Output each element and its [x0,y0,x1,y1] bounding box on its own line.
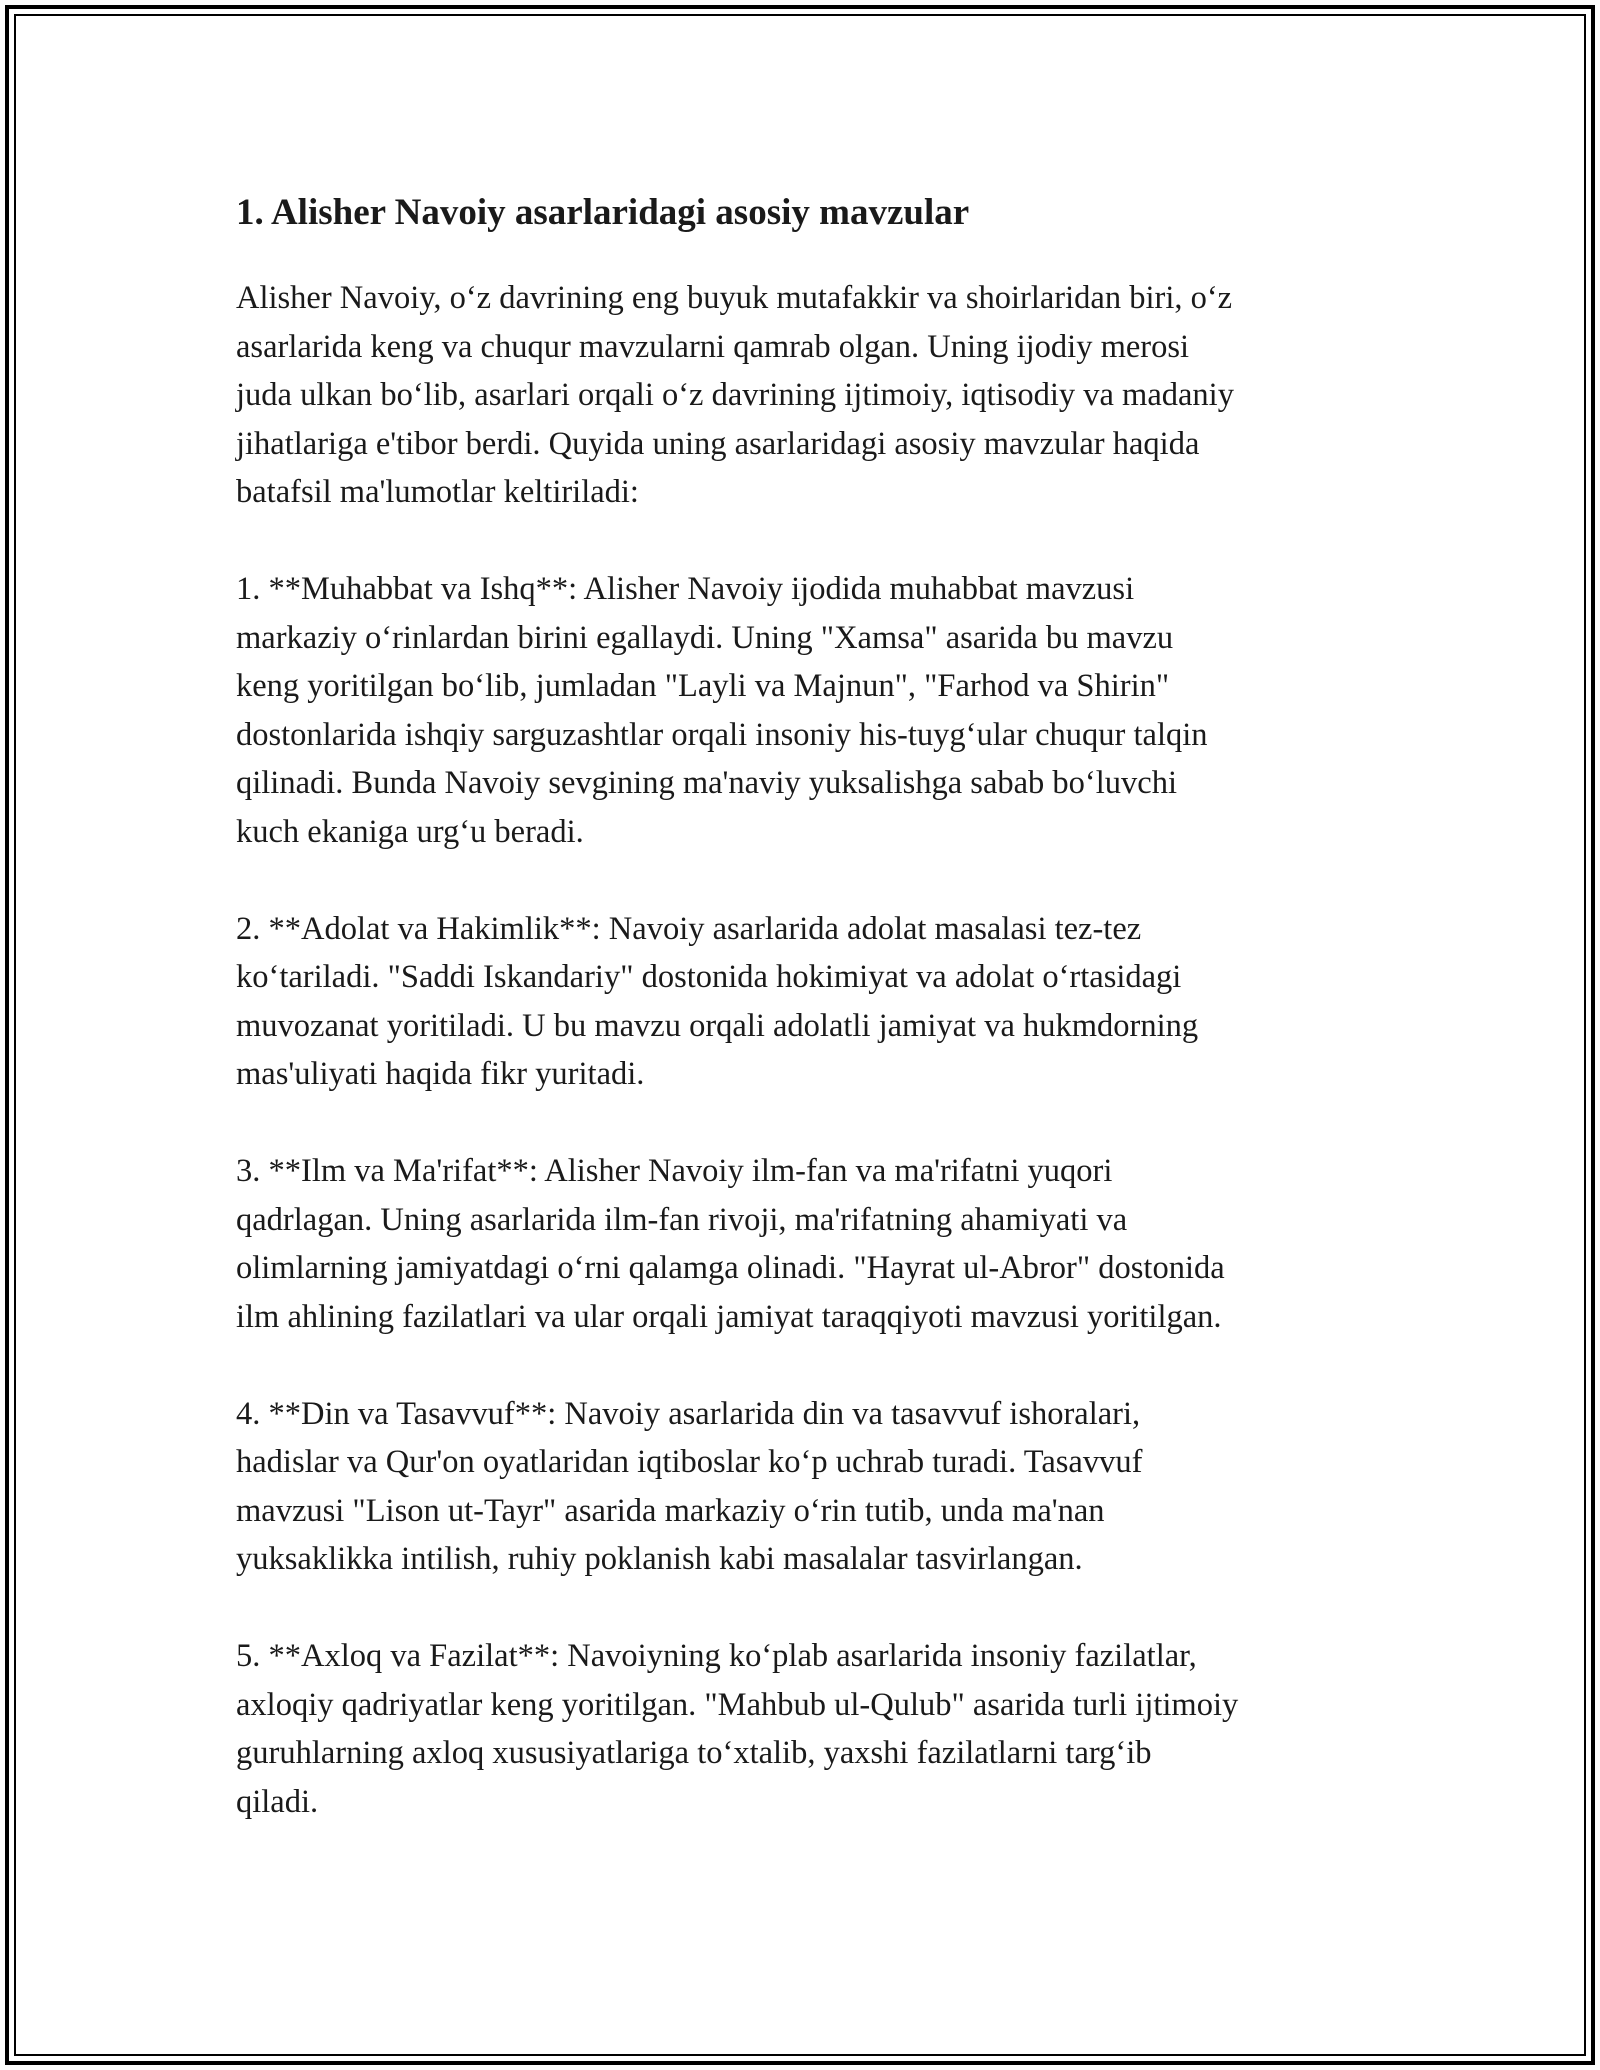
theme-paragraph-3: 3. **Ilm va Ma'rifat**: Alisher Navoiy ilm-fan va ma'rifatni yuqori qadrlagan. Uning asarlarida ilm-fan rivoji, ma'rifatning ahamiyati va olimlarning jamiyatdagi o‘rni qalamga olinadi. "Hayrat ul-Abror" dostonida ilm ahlining fazilatlari va ular orqali jamiyat taraqqiyoti mavzusi yoritilgan. [236,1153,1225,1335]
theme-paragraph-2: 2. **Adolat va Hakimlik**: Navoiy asarlarida adolat masalasi tez-tez ko‘tariladi. "Saddi Iskandariy" dostonida hokimiyat va adolat o‘rtasidagi muvozanat yoritiladi. U bu mavzu orqali adolatli jamiyat va hukmdorning mas'uliyati haqida fikr yuritadi. [236,910,1199,1092]
section-title: 1. Alisher Navoiy asarlaridagi asosiy mavzular [236,192,970,233]
theme-paragraph-5: 5. **Axloq va Fazilat**: Navoiyning ko‘plab asarlarida insoniy fazilatlar, axloqiy qadriyatlar keng yoritilgan. "Mahbub ul-Qulub" asarida turli ijtimoiy guruhlarning axloq xususiyatlariga to‘xtalib, yaxshi fazilatlarni targ‘ib qiladi. [236,1638,1239,1820]
theme-paragraph-1: 1. **Muhabbat va Ishq**: Alisher Navoiy ijodida muhabbat mavzusi markaziy o‘rinlardan birini egallaydi. Uning "Xamsa" asarida bu mavzu keng yoritilgan bo‘lib, jumladan "Layli va Majnun", "Farhod va Shirin" dostonlarida ishqiy sarguzashtlar orqali insoniy his-tuyg‘ular chuqur talqin qilinadi. Bunda Navoiy sevgining ma'naviy yuksalishga sabab bo‘luvchi kuch ekaniga urg‘u beradi. [236,571,1208,850]
theme-paragraph-4: 4. **Din va Tasavvuf**: Navoiy asarlarida din va tasavvuf ishoralari, hadislar va Qur'on oyatlaridan iqtiboslar ko‘p uchrab turadi. Tasavvuf mavzusi "Lison ut-Tayr" asarida markaziy o‘rin tutib, unda ma'nan yuksaklikka intilish, ruhiy poklanish kabi masalalar tasvirlangan. [236,1395,1143,1577]
document-body [236,186,1376,1875]
intro-paragraph: Alisher Navoiy, o‘z davrining eng buyuk mutafakkir va shoirlaridan biri, o‘z asarlarida keng va chuqur mavzularni qamrab olgan. Uning ijodiy merosi juda ulkan bo‘lib, asarlari orqali o‘z davrining ijtimoiy, iqtisodiy va madaniy jihatlariga e'tibor berdi. Quyida uning asarlaridagi asosiy mavzular haqida batafsil ma'lumotlar keltiriladi: [236,280,1234,510]
